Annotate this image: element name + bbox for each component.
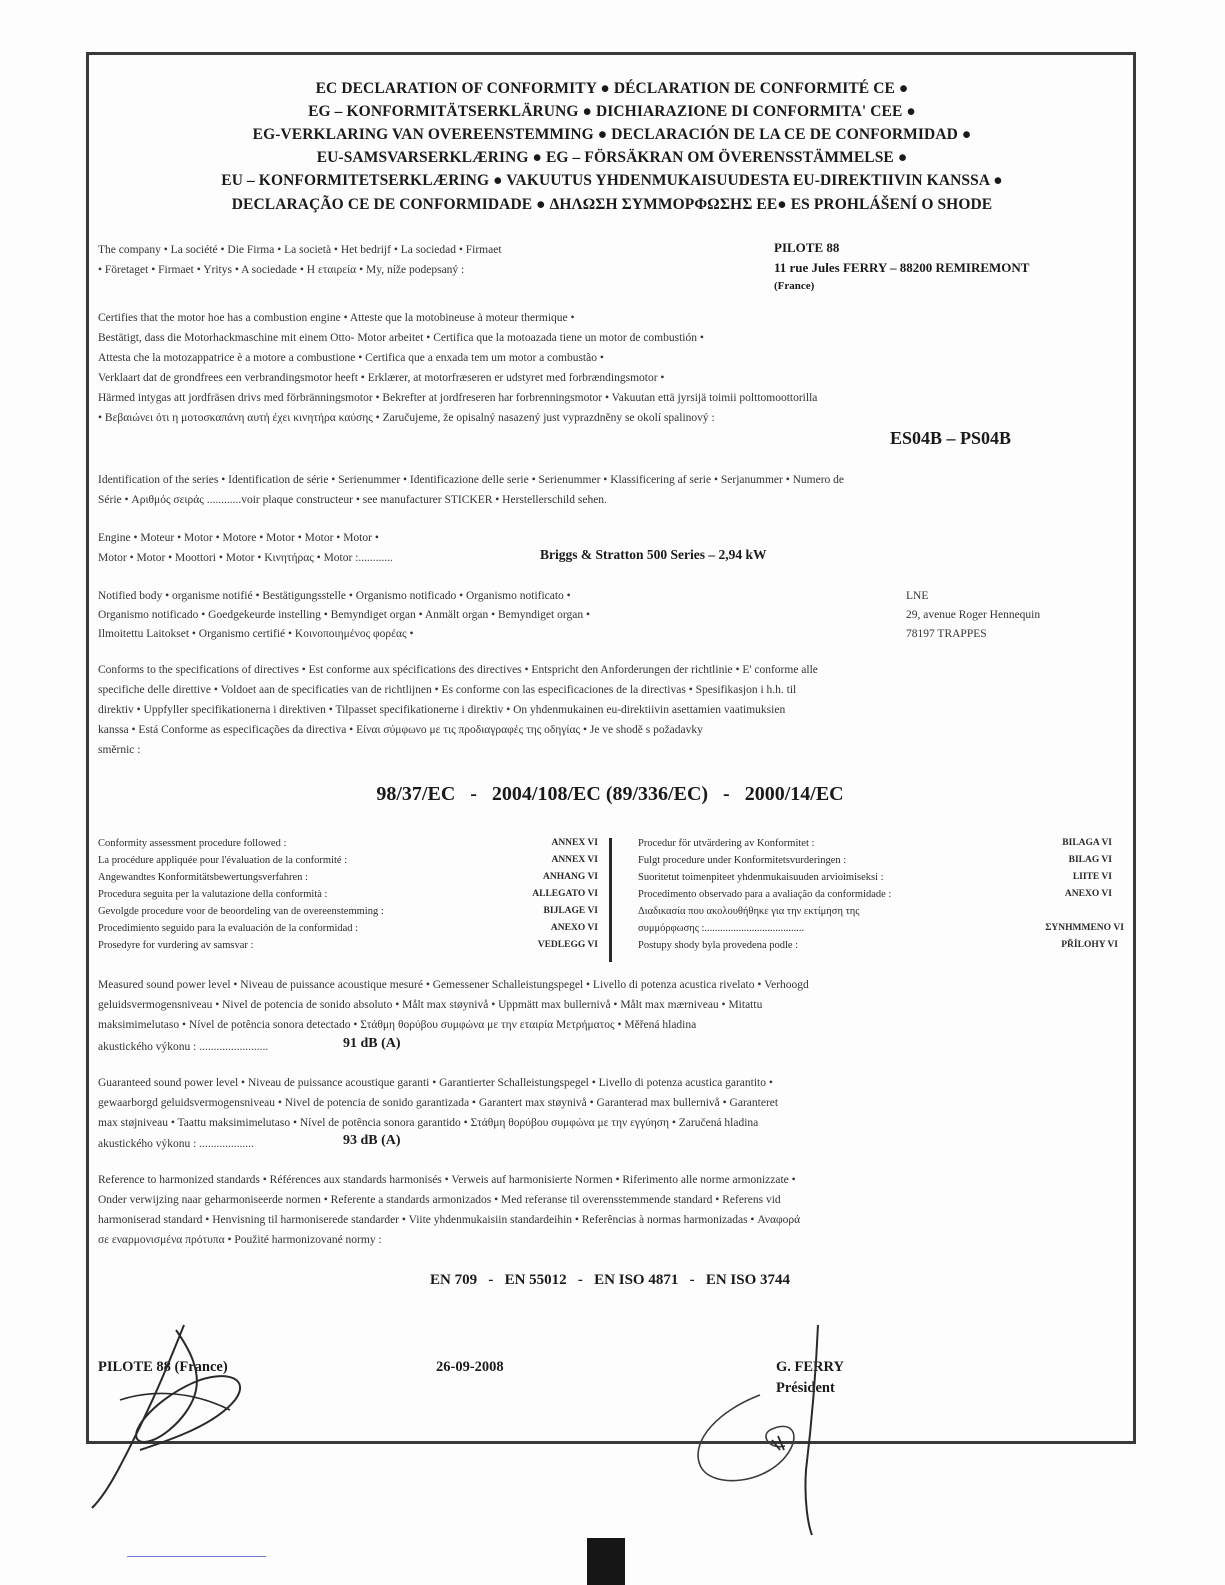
procedure-right-5: Διαδικασία που ακολουθήθηκε για την εκτίμηση της	[638, 906, 860, 917]
page-marker-block	[587, 1538, 625, 1585]
procedure-right-6: συμμόρφωσης :......................................	[638, 923, 805, 934]
notified-body-name: LNE	[906, 590, 929, 602]
standards-line-1: Reference to harmonized standards • Références aux standards harmonisés • Verweis auf harmonisierte Normen • Riferimento alle norme armonizzate •	[98, 1174, 796, 1186]
title-line-1: EC DECLARATION OF CONFORMITY ● DÉCLARATION DE CONFORMITÉ CE ●	[315, 80, 909, 97]
standards-line-2: Onder verwijzing naar geharmoniseerde normen • Referente a standards armonizados • Med referanse til overensstemmende standard • Referens vid	[98, 1194, 781, 1206]
directives-list: 98/37/EC - 2004/108/EC (89/336/EC) - 2000/14/EC	[376, 783, 844, 805]
standards-list: EN 709 - EN 55012 - EN ISO 4871 - EN ISO 3744	[429, 1272, 791, 1288]
procedure-left-annex-1: ANNEX VI	[551, 838, 598, 848]
procedure-left-3: Angewandtes Konformitätsbewertungsverfahren :	[98, 872, 308, 883]
notified-line-2: Organismo notificado • Goedgekeurde instelling • Bemyndiget organ • Anmält organ • Bemyndiget organ •	[98, 609, 590, 621]
certifies-line-5: Härmed intygas att jordfräsen drivs med förbränningsmotor • Bekrefter at jordfreseren har forbrenningsmotor • Vakuutan että jyrsijä toimii polttomoottorilla	[98, 392, 818, 404]
company-address: 11 rue Jules FERRY – 88200 REMIREMONT	[774, 260, 1030, 275]
procedure-right-4: Procedimento observado para a avaliação da conformidade :	[638, 889, 892, 900]
standards-line-3: harmoniserad standard • Henvisning til harmoniserede standarder • Viite yhdenmukaisiin standardeihin • Referências à normas harmonizadas • Αναφορά	[98, 1214, 801, 1226]
procedure-left-1: Conformity assessment procedure followed :	[98, 838, 287, 849]
procedure-left-5: Gevolgde procedure voor de beoordeling van de overeenstemming :	[98, 906, 384, 917]
title-line-6: DECLARAÇÃO CE DE CONFORMIDADE ● ΔΗΛΩΣΗ ΣΥΜΜΟΡΦΩΣΗΣ ΕΕ● ES PROHLÁŠENÍ O SHODE	[231, 196, 993, 213]
procedure-right-1: Procedur för utvärdering av Konformitet :	[638, 838, 815, 849]
notified-body-address: 29, avenue Roger Hennequin	[906, 609, 1041, 621]
procedure-left-annex-6: ANEXO VI	[550, 923, 598, 933]
procedure-left-4: Procedura seguita per la valutazione della conformità :	[98, 889, 328, 900]
signer-title: Président	[776, 1380, 835, 1396]
identification-line-2: Série • Αριθμός σειράς ............voir plaque constructeur • see manufacturer STICKER • Herstellerschild sehen.	[98, 494, 607, 506]
procedure-right-annex-2: BILAG VI	[1068, 855, 1112, 865]
engine-line-1: Engine • Moteur • Motor • Motore • Motor • Motor • Motor •	[98, 532, 379, 544]
signer-name: G. FERRY	[776, 1359, 844, 1375]
identification-line-1: Identification of the series • Identification de série • Serienummer • Identificazione delle serie • Serienummer • Klassificering af serie • Serjanummer • Numero de	[98, 474, 845, 486]
certifies-line-1: Certifies that the motor hoe has a combustion engine • Atteste que la motobineuse à moteur thermique •	[98, 312, 575, 324]
company-name: PILOTE 88	[774, 240, 840, 255]
procedure-left-annex-2: ANNEX VI	[551, 855, 598, 865]
procedure-right-annex-6: ΣΥΝΗΜΜΕΝΟ VI	[1045, 923, 1124, 933]
measured-line-3: maksimimelutaso • Nível de potência sonora detectado • Στάθμη θορύβου συμφώνα με την εταιρία Μετρήματος • Měřená hladina	[98, 1019, 697, 1031]
procedure-left-annex-4: ALLEGATO VI	[532, 889, 598, 899]
procedure-right-2: Fulgt procedure under Konformitetsvurderingen :	[638, 855, 847, 866]
certifies-line-4: Verklaart dat de grondfrees een verbrandingsmotor heeft • Erklærer, at motorfræseren er udstyret med forbrændingsmotor •	[98, 372, 665, 384]
company-label-line-2: • Företaget • Firmaet • Yritys • A sociedade • Η εταιρεία • My, níže podepsaný :	[98, 264, 465, 276]
procedure-left-2: La procédure appliquée pour l'évaluation de la conformité :	[98, 855, 348, 866]
model-number: ES04B – PS04B	[890, 428, 1012, 448]
procedure-right-7: Postupy shody byla provedena podle :	[638, 940, 799, 951]
signature-date: 26-09-2008	[436, 1359, 504, 1375]
engine-value: Briggs & Stratton 500 Series – 2,94 kW	[540, 547, 767, 562]
company-label-line-1: The company • La société • Die Firma • La società • Het bedrijf • La sociedad • Firmaet	[98, 244, 502, 256]
procedures-divider	[609, 838, 612, 962]
bottom-link-underline	[127, 1556, 266, 1557]
conforms-line-4: kanssa • Está Conforme as especificações da directiva • Είναι σύμφωνο με τις προδιαγραφές της οδηγίας • Je ve shodě s požadavky	[98, 724, 703, 736]
conforms-line-5: směrnic :	[98, 744, 141, 756]
conforms-line-3: direktiv • Uppfyller specifikationerna i direktiven • Tilpasset specifikationerne i direktiv • On yhdenmukainen eu-direktiivin asettamien vaatimuksien	[98, 704, 786, 716]
certifies-line-3: Attesta che la motozappatrice è a motore a combustione • Certifica que a enxada tem um motor a combustão •	[98, 352, 604, 364]
notified-body-city: 78197 TRAPPES	[906, 628, 987, 640]
title-line-5: EU – KONFORMITETSERKLÆRING ● VAKUUTUS YHDENMUKAISUUDESTA EU-DIREKTIIVIN KANSSA ●	[221, 172, 1003, 189]
procedure-left-annex-5: BIJLAGE VI	[543, 906, 598, 916]
measured-line-4: akustického výkonu : ........................	[98, 1041, 269, 1053]
procedure-left-annex-7: VEDLEGG VI	[537, 940, 598, 950]
certifies-line-2: Bestätigt, dass die Motorhackmaschine mit einem Otto- Motor arbeitet • Certifica que la motoazada tiene un motor de combustión •	[98, 332, 704, 344]
company-country: (France)	[774, 280, 815, 292]
title-line-3: EG-VERKLARING VAN OVEREENSTEMMING ● DECLARACIÓN DE LA CE DE CONFORMIDAD ●	[252, 126, 972, 143]
measured-line-1: Measured sound power level • Niveau de puissance acoustique mesuré • Gemessener Schalleistungspegel • Livello di potenza acustica rivelato • Verhoogd	[98, 979, 809, 991]
conforms-line-1: Conforms to the specifications of directives • Est conforme aux spécifications des directives • Entspricht den Anforderungen der richtlinie • E' conforme alle	[98, 664, 818, 676]
measured-sound-value: 91 dB (A)	[343, 1036, 401, 1051]
procedure-right-annex-1: BILAGA VI	[1062, 838, 1112, 848]
guaranteed-line-3: max støjniveau • Taattu maksimimelutaso • Nível de potência sonora garantido • Στάθμη θορύβου συμφώνα με την εγγύηση • Zaručená hladina	[98, 1117, 759, 1129]
signature-company: PILOTE 88 (France)	[98, 1359, 228, 1375]
conforms-line-2: specifiche delle direttive • Voldoet aan de specificaties van de richtlijnen • Es conforme con las especificaciones de la directivas • Spesifikasjon i h.h. til	[98, 684, 797, 696]
title-line-4: EU-SAMSVARSERKLÆRING ● EG – FÖRSÄKRAN OM ÖVERENSSTÄMMELSE ●	[316, 149, 908, 166]
certifies-line-6: • Βεβαιώνει ότι η μοτοσκαπάνη αυτή έχει κινητήρα καύσης • Zaručujeme, že opisalný nasazený just vyprazdněny se okolí spalinový :	[98, 412, 715, 424]
guaranteed-line-1: Guaranteed sound power level • Niveau de puissance acoustique garanti • Garantierter Schalleistungspegel • Livello di potenza acustica garantito •	[98, 1077, 773, 1089]
guaranteed-sound-value: 93 dB (A)	[343, 1133, 401, 1148]
procedure-right-annex-4: ANEXO VI	[1064, 889, 1112, 899]
procedure-right-annex-7: PŘÍLOHY VI	[1061, 940, 1118, 950]
procedure-right-annex-3: LIITE VI	[1072, 872, 1112, 882]
engine-line-2: Motor • Motor • Moottori • Motor • Κινητήρας • Motor :............	[98, 552, 393, 564]
guaranteed-line-4: akustického výkonu : ...................	[98, 1138, 254, 1150]
notified-line-1: Notified body • organisme notifié • Bestätigungsstelle • Organismo notificado • Organismo notificato •	[98, 590, 571, 602]
procedure-left-7: Prosedyre for vurdering av samsvar :	[98, 940, 254, 951]
guaranteed-line-2: gewaarborgd geluidsvermogensniveau • Nivel de potencia de sonido garantizada • Garantert max støynivå • Garanterad max bullernivå • Garanteret	[98, 1097, 779, 1109]
title-line-2: EG – KONFORMITÄTSERKLÄRUNG ● DICHIARAZIONE DI CONFORMITA' CEE ●	[308, 103, 916, 120]
notified-line-3: Ilmoitettu Laitokset • Organismo certifié • Κοινοποιημένος φορέας •	[98, 628, 414, 640]
procedure-left-6: Procedimiento seguido para la evaluación de la conformidad :	[98, 923, 359, 934]
measured-line-2: geluidsvermogensniveau • Nivel de potencia de sonido absoluto • Målt max støynivå • Uppmätt max bullernivå • Målt max mærniveau • Mitattu	[98, 999, 763, 1011]
standards-line-4: σε εναρμονισμένα πρότυπα • Použité harmonizované normy :	[98, 1234, 382, 1246]
procedure-left-annex-3: ANHANG VI	[543, 872, 598, 882]
procedure-right-3: Suoritetut toimenpiteet yhdenmukaisuuden arvioimiseksi :	[638, 872, 884, 883]
